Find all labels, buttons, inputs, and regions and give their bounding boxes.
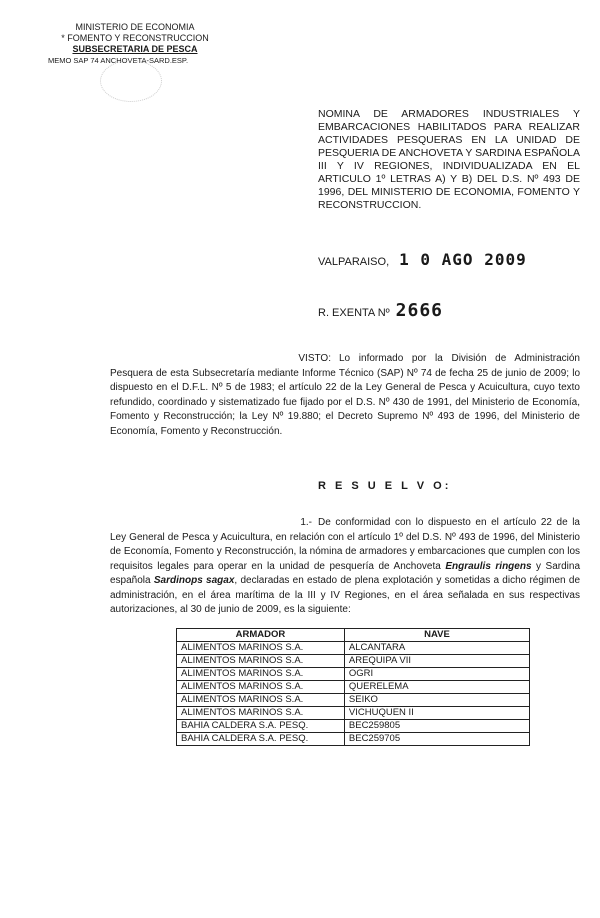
table-row (177, 681, 530, 694)
species-name-2: Sardinops sagax (153, 575, 235, 586)
nave-cell: QUERELEMA (344, 681, 529, 694)
species-name-1: Engraulis ringens (445, 560, 532, 572)
table-row (177, 733, 530, 746)
resuelvo-heading: R E S U E L V O: (318, 480, 452, 492)
visto-paragraph (110, 352, 580, 439)
armador-cell: ALIMENTOS MARINOS S.A. (177, 655, 345, 668)
armador-cell: ALIMENTOS MARINOS S.A. (177, 668, 345, 681)
table-row (177, 720, 530, 733)
ministry-name: MINISTERIO DE ECONOMIA (75, 22, 195, 32)
resolution-number-line (318, 300, 443, 321)
resolution-number: 2666 (395, 300, 444, 321)
subsecretaria-name: SUBSECRETARIA DE PESCA (72, 44, 198, 54)
resolution-text-part1: De conformidad con lo dispuesto en el artículo 22 de la Ley General de Pesca y Acuicultura, en relación con el artículo 1º del D.S. Nº 493 de 1996, del Ministerio de Economía, Fomento y Reconstrucción, la nómina de armadores y embarcaciones que cumplen con los requisitos legales para operar en la unidad de pesquería de Anchoveta (110, 517, 580, 572)
place: VALPARAISO, (318, 256, 390, 268)
resolution-text-part3: , declaradas en estado de plena explotación y sometidas a dicho régimen de administración, en el área marítima de la III y IV Regiones, en el área señalada en sus respectivas autorizaciones, al 30 de junio de 2009, es la siguiente: (110, 575, 581, 615)
vessel-table (176, 628, 530, 746)
resolution-paragraph (110, 516, 580, 618)
memo-reference: MEMO SAP 74 ANCHOVETA-SARD.ESP. (48, 56, 189, 65)
table-row (177, 642, 530, 655)
armador-cell: BAHIA CALDERA S.A. PESQ. (177, 720, 345, 733)
article-number: 1.- (300, 517, 312, 528)
nave-cell: SEIKO (344, 694, 529, 707)
nave-cell: ALCANTARA (344, 642, 529, 655)
nave-cell: BEC259805 (344, 720, 529, 733)
table-row (177, 707, 530, 720)
resolution-text-part2: y Sardina española (110, 560, 581, 586)
document-title: NOMINA DE ARMADORES INDUSTRIALES Y EMBARCACIONES HABILITADOS PARA REALIZAR ACTIVIDADES PESQUERAS EN LA UNIDAD DE PESQUERIA DE ANCHOVETA Y SARDINA ESPAÑOLA III Y IV REGIONES, INDIVIDUALIZADA EN EL ARTICULO 1º LETRAS A) Y B) DEL D.S. Nº 493 DE 1996, DEL MINISTERIO DE ECONOMIA, FOMENTO Y RECONSTRUCCION. (318, 108, 580, 211)
armador-cell: ALIMENTOS MARINOS S.A. (177, 707, 345, 720)
table-row (177, 668, 530, 681)
nave-cell: BEC259705 (344, 733, 529, 746)
date-stamp: 1 0 AGO 2009 (399, 250, 527, 269)
column-header-nave: NAVE (344, 629, 529, 642)
ministry-subtitle: * FOMENTO Y RECONSTRUCCION (61, 33, 209, 43)
nave-cell: OGRI (344, 668, 529, 681)
resolution-label: R. EXENTA Nº (318, 307, 390, 319)
nave-cell: VICHUQUEN II (344, 707, 529, 720)
nave-cell: AREQUIPA VII (344, 655, 529, 668)
armador-cell: BAHIA CALDERA S.A. PESQ. (177, 733, 345, 746)
armador-cell: ALIMENTOS MARINOS S.A. (177, 642, 345, 655)
visto-text: Lo informado por la División de Administración Pesquera de esta Subsecretaría mediante Informe Técnico (SAP) Nº 74 de fecha 25 de junio de 2009; lo dispuesto en el D.F.L. Nº 5 de 1983; el artículo 22 de la Ley General de Pesca y Acuicultura, cuyo texto refundido, coordinado y sistematizado fue fijado por el D.S. Nº 430 de 1991, del Ministerio de Economía, Fomento y Reconstrucción; la Ley Nº 19.880; el Decreto Supremo Nº 493 de 1996, del Ministerio de Economía, Fomento y Reconstrucción. (110, 353, 580, 437)
place-date (318, 250, 527, 269)
table-row (177, 694, 530, 707)
column-header-armador: ARMADOR (177, 629, 345, 642)
table-row (177, 655, 530, 668)
table-header-row (177, 629, 530, 642)
armador-cell: ALIMENTOS MARINOS S.A. (177, 694, 345, 707)
visto-lead: VISTO: (298, 353, 331, 364)
armador-cell: ALIMENTOS MARINOS S.A. (177, 681, 345, 694)
seal-stamp (100, 60, 162, 102)
